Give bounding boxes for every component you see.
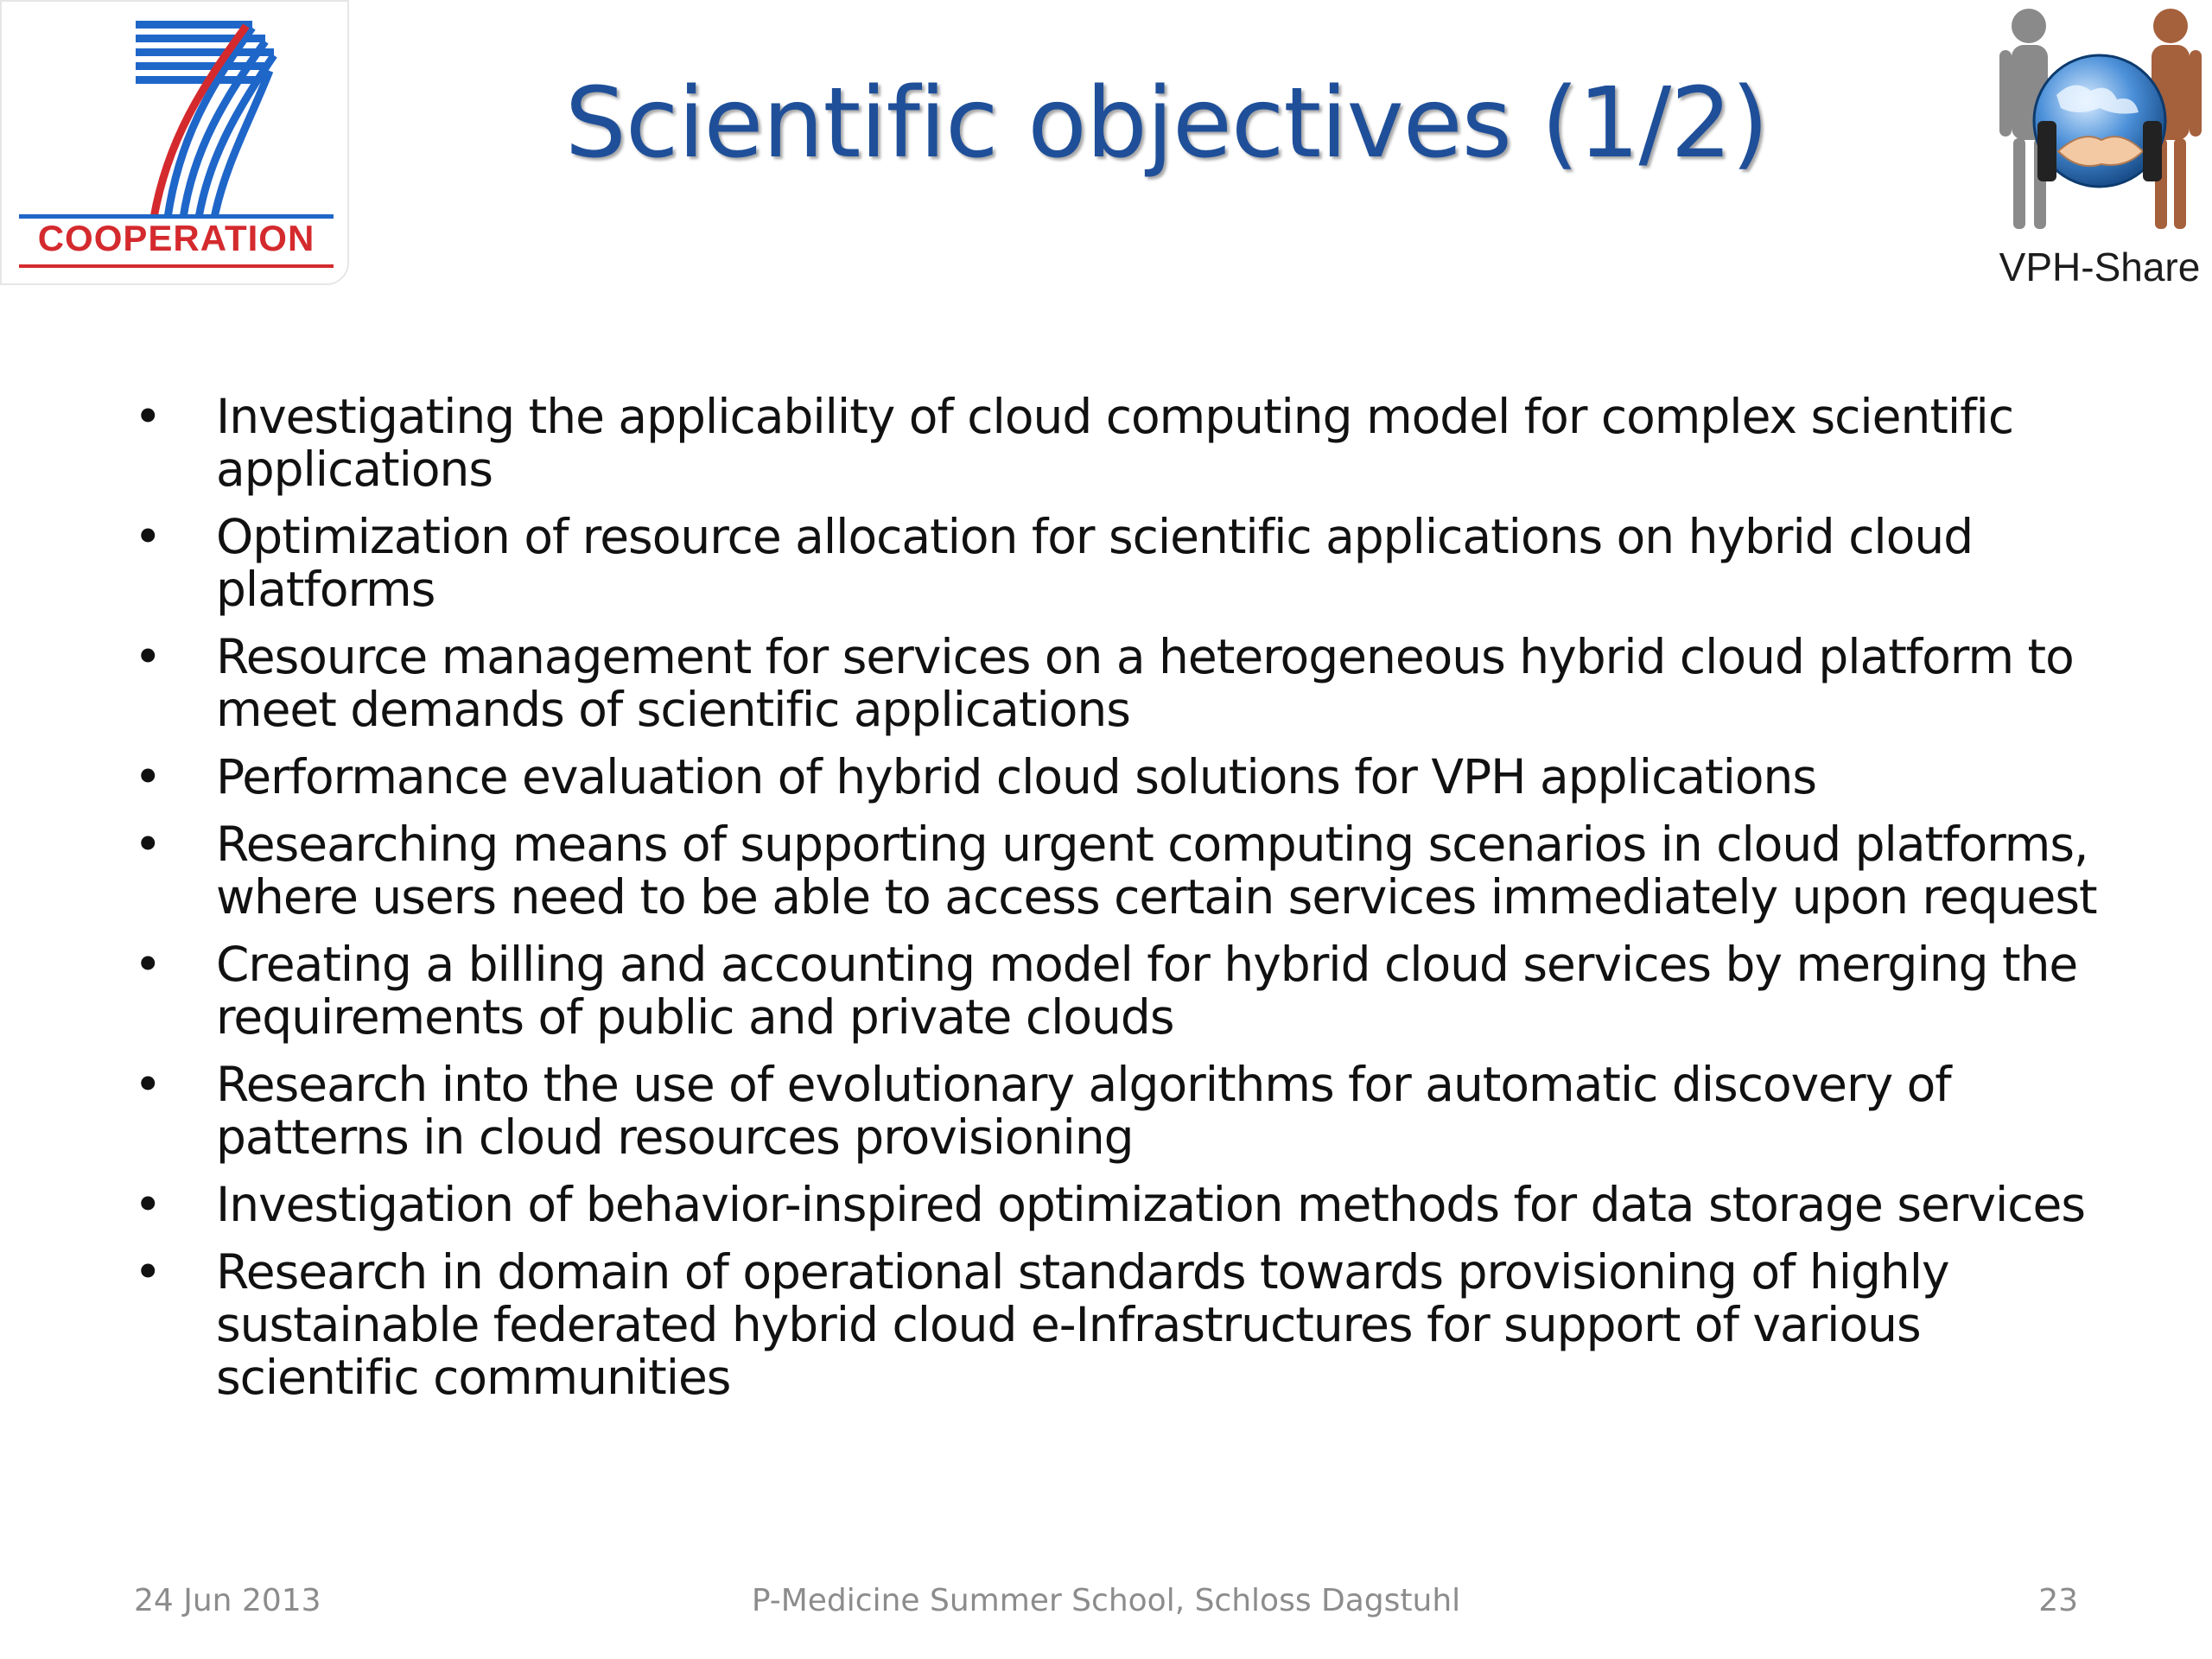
bullet-text: Resource management for services on a heterogeneous hybrid cloud platform to meet demands of scientific applications: [216, 629, 2074, 737]
slide-title: Scientific objectives (1/2): [564, 67, 1769, 180]
vph-share-label: VPH-Share: [1999, 245, 2201, 289]
bullet-icon: •: [134, 817, 162, 872]
list-item: [130, 1179, 2100, 1231]
bullet-text: Creating a billing and accounting model for hybrid cloud services by merging the requirements of public and private clouds: [216, 937, 2078, 1045]
bullet-icon: •: [134, 1177, 162, 1232]
bullet-text: Research in domain of operational standards towards provisioning of highly sustainable federated hybrid cloud e-Infrastructures for support of various scientific communities: [216, 1244, 1949, 1405]
list-item: [130, 631, 2100, 736]
bullet-icon: •: [134, 629, 162, 684]
fp7-cooperation-label: COOPERATION: [37, 218, 315, 258]
bullet-text: Research into the use of evolutionary algorithms for automatic discovery of patterns in cloud resources provisioning: [216, 1057, 1951, 1165]
bullet-icon: •: [134, 1057, 162, 1112]
list-item: [130, 938, 2100, 1044]
bullet-text: Investigating the applicability of cloud computing model for complex scientific applications: [216, 389, 2014, 497]
bullet-text: Performance evaluation of hybrid cloud solutions for VPH applications: [216, 749, 1817, 804]
bullet-icon: •: [134, 509, 162, 564]
list-item: [130, 391, 2100, 496]
list-item: [130, 818, 2100, 924]
list-item: [130, 1058, 2100, 1164]
bullet-text: Researching means of supporting urgent computing scenarios in cloud platforms, where users need to be able to access certain services immediately upon request: [216, 817, 2097, 925]
fp7-cooperation-logo: [0, 0, 349, 285]
objectives-list: [130, 391, 2100, 1419]
bullet-icon: •: [134, 937, 162, 992]
footer-date: 24 Jun 2013: [134, 1583, 321, 1618]
list-item: [130, 1246, 2100, 1404]
bullet-text: Optimization of resource allocation for scientific applications on hybrid cloud platforms: [216, 509, 1974, 617]
list-item: [130, 511, 2100, 616]
vph-share-logo: [1987, 0, 2212, 294]
bullet-icon: •: [134, 749, 162, 804]
vph-share-globe-icon: [1987, 0, 2212, 242]
bullet-text: Investigation of behavior-inspired optimization methods for data storage services: [216, 1177, 2086, 1232]
list-item: [130, 751, 2100, 804]
footer-event: P-Medicine Summer School, Schloss Dagstuhl: [751, 1583, 1461, 1618]
bullet-icon: •: [134, 1244, 162, 1300]
page-number: 23: [2038, 1583, 2078, 1618]
bullet-icon: •: [134, 389, 162, 444]
